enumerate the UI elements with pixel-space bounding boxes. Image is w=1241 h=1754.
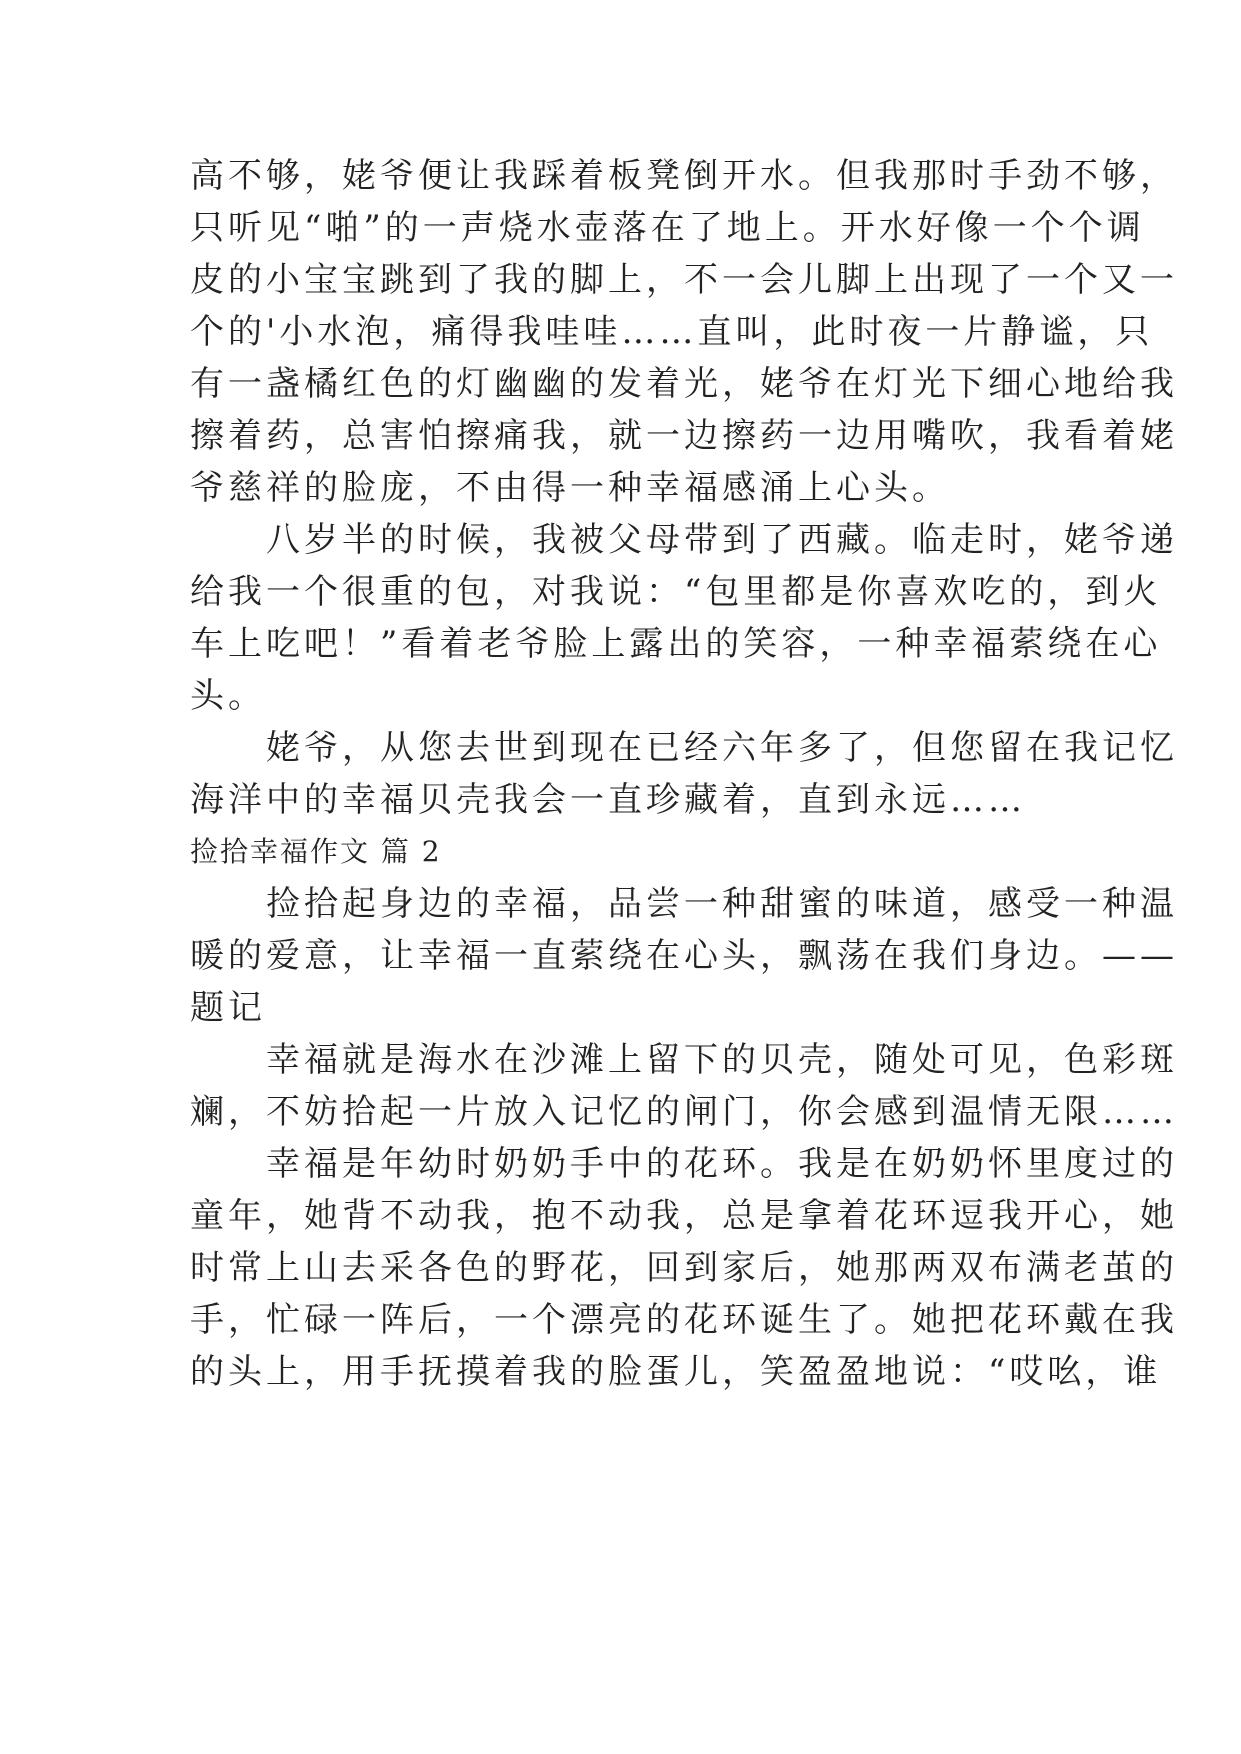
text-line: 擦着药，总害怕擦痛我，就一边擦药一边用嘴吹，我看着姥 [190, 416, 1178, 456]
text-block-before-title [190, 150, 1178, 826]
text-line: 海洋中的幸福贝壳我会一直珍藏着，直到永远…… [190, 780, 1026, 820]
text-line: 的头上，用手抚摸着我的脸蛋儿，笑盈盈地说：“哎吆，谁 [190, 1352, 1162, 1392]
section-title: 捡拾幸福作文 篇 2 [190, 835, 442, 868]
text-line: 头。 [190, 676, 266, 716]
text-line: 捡拾起身边的幸福，品尝一种甜蜜的味道，感受一种温 [190, 884, 1178, 924]
text-line: 皮的小宝宝跳到了我的脚上，不一会儿脚上出现了一个又一 [190, 260, 1178, 300]
text-line: 题记 [190, 988, 266, 1028]
text-line: 爷慈祥的脸庞，不由得一种幸福感涌上心头。 [190, 468, 950, 508]
text-line: 高不够，姥爷便让我踩着板凳倒开水。但我那时手劲不够， [190, 156, 1178, 196]
document-page [190, 150, 1178, 1398]
text-line: 八岁半的时候，我被父母带到了西藏。临走时，姥爷递 [190, 520, 1178, 560]
text-line: 车上吃吧！”看着老爷脸上露出的笑容，一种幸福萦绕在心 [190, 624, 1162, 664]
text-line: 手，忙碌一阵后，一个漂亮的花环诞生了。她把花环戴在我 [190, 1300, 1178, 1340]
text-line: 给我一个很重的包，对我说：“包里都是你喜欢吃的，到火 [190, 572, 1162, 612]
text-line: 姥爷，从您去世到现在已经六年多了，但您留在我记忆 [190, 728, 1178, 768]
text-line: 幸福是年幼时奶奶手中的花环。我是在奶奶怀里度过的 [190, 1144, 1178, 1184]
text-line: 童年，她背不动我，抱不动我，总是拿着花环逗我开心，她 [190, 1196, 1178, 1236]
text-line: 有一盏橘红色的灯幽幽的发着光，姥爷在灯光下细心地给我 [190, 364, 1178, 404]
text-line: 幸福就是海水在沙滩上留下的贝壳，随处可见，色彩斑 [190, 1040, 1178, 1080]
text-line: 暖的爱意，让幸福一直萦绕在心头，飘荡在我们身边。—— [190, 936, 1178, 976]
text-line: 时常上山去采各色的野花，回到家后，她那两双布满老茧的 [190, 1248, 1178, 1288]
text-block-after-title [190, 878, 1178, 1398]
text-line: 斓，不妨拾起一片放入记忆的闸门，你会感到温情无限…… [190, 1092, 1178, 1132]
text-line: 个的'小水泡，痛得我哇哇……直叫，此时夜一片静谧，只 [190, 312, 1154, 352]
text-line: 只听见“啪”的一声烧水壶落在了地上。开水好像一个个调 [190, 208, 1145, 248]
